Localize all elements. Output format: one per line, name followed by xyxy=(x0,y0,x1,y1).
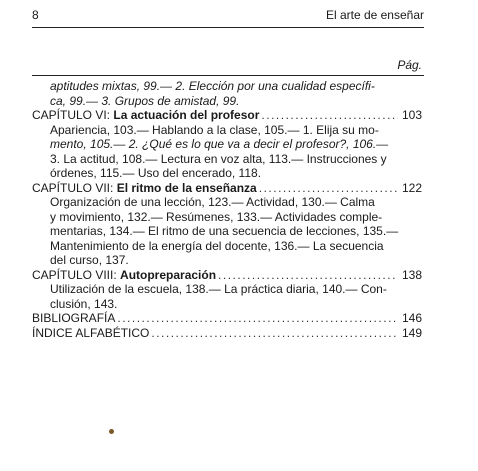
entry-label: BIBLIOGRAFÍA xyxy=(32,311,116,325)
leader-dots xyxy=(115,311,398,326)
toc-entry-cap7 xyxy=(32,181,422,196)
chapter-summary xyxy=(32,123,422,181)
toc-entry-cap8 xyxy=(32,268,422,283)
page-ref: 103 xyxy=(401,108,422,122)
chapter-label: CAPÍTULO VIII: xyxy=(32,267,121,282)
pag-label: Pág. xyxy=(397,58,422,72)
chapter-title: Autopreparación xyxy=(120,267,217,282)
summary-line: clusión, 143. xyxy=(50,296,118,311)
summary-line: 3. La actitud, 108.— Lectura en voz alta, 113.— Instrucciones y xyxy=(50,151,387,166)
chapter-label: CAPÍTULO VI: xyxy=(32,108,114,122)
toc-entry-bibliografia xyxy=(32,311,422,326)
summary-line: órdenes, 115.— Uso del encerado, 118. xyxy=(50,166,262,180)
summary-line: y movimiento, 132.— Resúmenes, 133.— Actividades comple- xyxy=(50,209,383,224)
chapter-label: CAPÍTULO VII: xyxy=(32,180,117,195)
page-header xyxy=(32,6,424,26)
summary-line: mentarias, 134.— El ritmo de una secuencia de lecciones, 135.— xyxy=(50,224,399,238)
toc-entry-cap6 xyxy=(32,108,422,123)
summary-line: Mantenimiento de la energía del docente, 136.— La secuencia xyxy=(50,238,384,253)
chapter-title: El ritmo de la enseñanza xyxy=(116,180,257,195)
running-title: El arte de enseñar xyxy=(325,8,424,22)
pag-rule xyxy=(32,75,424,76)
chapter-summary xyxy=(32,282,422,311)
summary-line: del curso, 137. xyxy=(50,253,129,267)
continuation-line: ca, 99.— 3. Grupos de amistad, 99. xyxy=(50,93,240,108)
summary-line: Utilización de la escuela, 138.— La práctica diaria, 140.— Con- xyxy=(50,282,387,296)
entry-label: ÍNDICE ALFABÉTICO xyxy=(32,325,150,340)
continuation-line: aptitudes mixtas, 99.— 2. Elección por una cualidad específi- xyxy=(50,79,375,93)
summary-line: Apariencia, 103.— Hablando a la clase, 105.— 1. Elija su mo- xyxy=(50,122,379,137)
header-rule xyxy=(32,27,424,28)
chapter-summary xyxy=(32,195,422,268)
page-ref: 146 xyxy=(401,311,422,325)
summary-line: Organización de una lección, 123.— Actividad, 130.— Calma xyxy=(50,195,375,209)
leader-dots xyxy=(216,268,398,283)
page-number: 8 xyxy=(32,8,39,22)
leader-dots xyxy=(259,108,398,123)
ink-speck xyxy=(109,429,114,434)
page-ref: 122 xyxy=(401,180,422,195)
page-ref: 138 xyxy=(401,267,422,282)
toc-entry-indice xyxy=(32,326,422,341)
table-of-contents xyxy=(32,79,422,340)
leader-dots xyxy=(149,326,398,341)
chapter-title: La actuación del profesor xyxy=(113,108,260,122)
leader-dots xyxy=(257,181,398,196)
page-ref: 149 xyxy=(401,325,422,340)
summary-line: mento, 105.— 2. ¿Qué es lo que va a decir el profesor?, 106.— xyxy=(50,137,389,151)
